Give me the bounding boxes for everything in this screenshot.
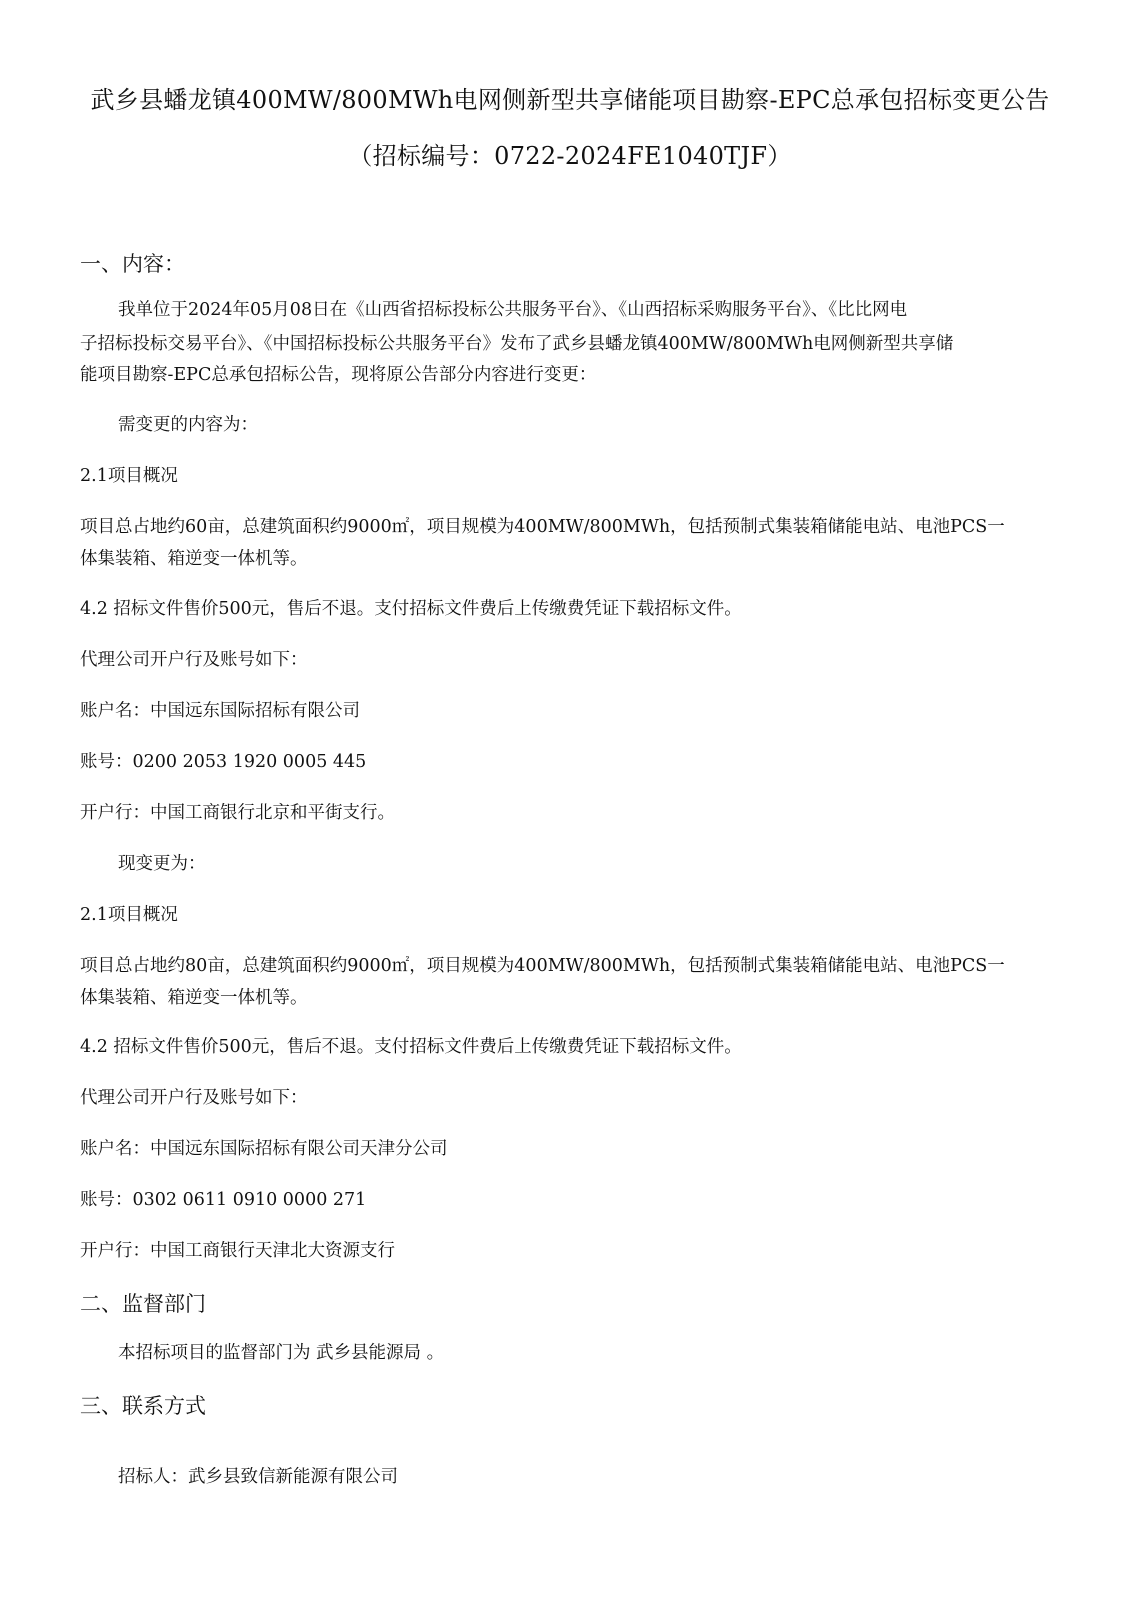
section-3-heading: 三、联系方式: [80, 1394, 206, 1418]
original-bank: 开户行：中国工商银行北京和平街支行。: [80, 803, 395, 823]
changed-account-name: 账户名：中国远东国际招标有限公司天津分公司: [80, 1139, 448, 1159]
tender-number: （招标编号：0722-2024FE1040TJF）: [348, 142, 792, 170]
supervision-text: 本招标项目的监督部门为 武乡县能源局 。: [118, 1343, 445, 1363]
original-content-label: 需变更的内容为：: [118, 415, 258, 435]
changed-account-number: 账号：0302 0611 0910 0000 271: [80, 1190, 367, 1210]
original-account-number: 账号：0200 2053 1920 0005 445: [80, 752, 367, 772]
changed-item-21-line-1: 项目总占地约80亩，总建筑面积约9000㎡，项目规模为400MW/800MWh，包括预制式集装箱储能电站、电池PCS一: [80, 956, 1005, 976]
original-item-21-line-2: 体集装箱、箱逆变一体机等。: [80, 549, 308, 569]
changed-content-label: 现变更为：: [118, 854, 206, 874]
changed-bank-intro: 代理公司开户行及账号如下：: [80, 1088, 308, 1108]
original-account-name: 账户名：中国远东国际招标有限公司: [80, 701, 360, 721]
intro-line-1: 我单位于2024年05月08日在《山西省招标投标公共服务平台》、《山西招标采购服务平台》、《比比网电: [118, 300, 908, 320]
original-item-21-line-1: 项目总占地约60亩，总建筑面积约9000㎡，项目规模为400MW/800MWh，包括预制式集装箱储能电站、电池PCS一: [80, 517, 1005, 537]
original-item-42: 4.2 招标文件售价500元，售后不退。支付招标文件费后上传缴费凭证下载招标文件。: [80, 599, 742, 619]
intro-line-3: 能项目勘察-EPC总承包招标公告，现将原公告部分内容进行变更：: [80, 365, 597, 385]
original-bank-intro: 代理公司开户行及账号如下：: [80, 650, 308, 670]
intro-line-2: 子招标投标交易平台》、《中国招标投标公共服务平台》发布了武乡县蟠龙镇400MW/800MWh电网侧新型共享储: [80, 334, 954, 354]
changed-item-21-title: 2.1项目概况: [80, 905, 178, 925]
changed-bank: 开户行：中国工商银行天津北大资源支行: [80, 1241, 395, 1261]
changed-item-42: 4.2 招标文件售价500元，售后不退。支付招标文件费后上传缴费凭证下载招标文件。: [80, 1037, 742, 1057]
changed-item-21-line-2: 体集装箱、箱逆变一体机等。: [80, 988, 308, 1008]
original-item-21-title: 2.1项目概况: [80, 466, 178, 486]
section-1-heading: 一、内容：: [80, 252, 185, 276]
section-2-heading: 二、监督部门: [80, 1292, 206, 1316]
document-title: 武乡县蟠龙镇400MW/800MWh电网侧新型共享储能项目勘察-EPC总承包招标变更公告: [90, 86, 1050, 114]
tenderer-text: 招标人：武乡县致信新能源有限公司: [118, 1467, 398, 1487]
